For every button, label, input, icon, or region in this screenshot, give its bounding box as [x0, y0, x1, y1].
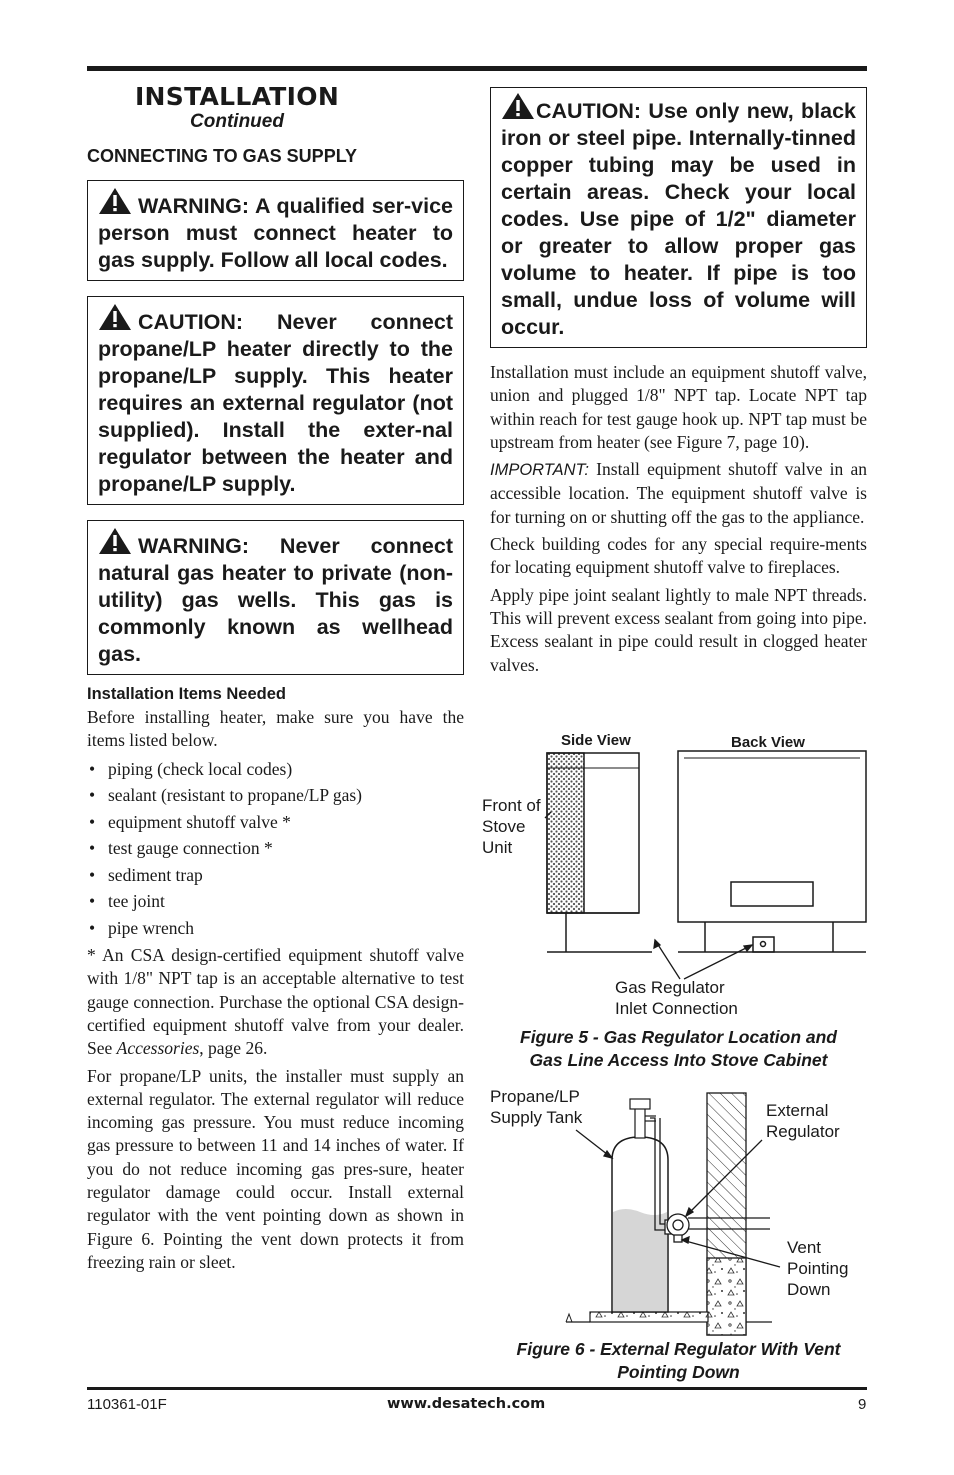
caption-line: Figure 6 - External Regulator With Vent: [516, 1339, 841, 1359]
caption-line: Figure 5 - Gas Regulator Location and: [520, 1027, 837, 1047]
external-regulator-label: [766, 1100, 840, 1142]
label-line: Supply Tank: [490, 1108, 583, 1127]
section-heading: CONNECTING TO GAS SUPPLY: [87, 146, 358, 166]
warning-text: WARNING: A qualified ser-vice person must connect heater to gas supply. Follow all local codes.: [98, 194, 453, 272]
front-of-stove-label: [482, 795, 541, 858]
list-item: • tee joint: [87, 888, 464, 915]
installation-paragraph: Installation must include an equipment shutoff valve, union and plugged 1/8" NPT tap. Locate NPT tap within reach for test gauge hook up. NPT tap must be upstream from heater (see Figure 7, page 10).: [490, 362, 867, 452]
important-text: Install equipment shutoff valve in an accessible location. The equipment shutoff valve is for turning on or shutting off the gas to the appliance.: [490, 459, 867, 527]
label-line: Down: [787, 1280, 831, 1299]
document-number: 110361-01F: [87, 1396, 167, 1413]
gas-regulator-inlet-label: [615, 977, 738, 1019]
label-line: Front of: [482, 796, 541, 815]
foundation-section: [707, 1258, 746, 1335]
list-item: • sealant (resistant to propane/LP gas): [87, 782, 464, 809]
caption-line: Pointing Down: [617, 1362, 740, 1382]
page-number: 9: [858, 1396, 867, 1413]
label-line: Vent: [787, 1238, 822, 1257]
label-line: Gas Regulator: [615, 978, 725, 997]
important-label: IMPORTANT:: [490, 461, 589, 480]
footnote-text: * An CSA design-certified equipment shutoff valve with 1/8" NPT tap is an acceptable alternative to test gauge connection. Purchase the optional CSA design-certified equipment shutoff valve from your dealer. See: [87, 945, 464, 1059]
label-line: Stove: [482, 817, 526, 836]
page-title: INSTALLATION: [134, 82, 340, 111]
list-item: • test gauge connection *: [87, 835, 464, 862]
label-line: Pointing: [787, 1259, 849, 1278]
label-line: Regulator: [766, 1122, 840, 1141]
page-subtitle: Continued: [190, 111, 284, 132]
sealant-paragraph: Apply pipe joint sealant lightly to male NPT threads. This will prevent excess sealant from going into pipe. Excess sealant in pipe could result in clogged heater valves.: [490, 584, 867, 675]
label-line: Unit: [482, 838, 513, 857]
label-line: External: [766, 1101, 829, 1120]
figure-5-caption: [490, 1026, 867, 1072]
website-link[interactable]: www.desatech.com: [387, 1396, 546, 1412]
caption-line: Gas Line Access Into Stove Cabinet: [529, 1050, 828, 1070]
side-view-label: Side View: [561, 732, 631, 749]
list-item: • piping (check local codes): [87, 756, 464, 783]
propane-tank-label: [490, 1086, 582, 1128]
back-view-drawing: [678, 751, 866, 952]
figure-6-leader-lines: [576, 1130, 780, 1267]
footnote-emphasis: Accessories: [116, 1038, 200, 1059]
warning-text: WARNING: Never connect natural gas heater to private (non-utility) gas wells. This gas is commonly known as wellhead gas.: [98, 534, 453, 666]
label-line: Inlet Connection: [615, 999, 738, 1018]
vent-pointing-down-label: [787, 1237, 848, 1300]
building-codes-paragraph: Check building codes for any special require-ments for locating equipment shutoff valve to fireplaces.: [490, 534, 867, 578]
propane-paragraph: For propane/LP units, the installer must supply an external regulator. The external regulator will reduce incoming gas pressure. You must reduce incoming gas pressure to between 11 and 14 inches of water. If you do not reduce incoming gas pres-sure, heater regulator damage could occur. Install external regulator with the vent pointing down as shown in Figure 6. Pointing the vent down protects it from freezing rain or sleet.: [87, 1065, 464, 1272]
figure-6-diagram: [566, 1093, 780, 1335]
figure-6-caption: [490, 1338, 867, 1384]
list-item: • pipe wrench: [87, 915, 464, 942]
back-view-label: Back View: [731, 734, 805, 751]
items-needed-heading: Installation Items Needed: [87, 685, 286, 703]
list-item: • sediment trap: [87, 862, 464, 889]
bottom-rule: [87, 1387, 867, 1390]
side-view-drawing: [547, 753, 652, 952]
caution-text: CAUTION: Never connect propane/LP heater directly to the propane/LP supply. This heater requires an external regulator (not supplied). Install the exter-nal regulator between the heater and propane/LP supply.: [98, 310, 453, 496]
label-line: Propane/LP: [490, 1087, 580, 1106]
items-needed-intro: Before installing heater, make sure you have the items listed below.: [87, 707, 464, 751]
caution-text: CAUTION: Use only new, black iron or steel pipe. Internally-tinned copper tubing may be used in certain areas. Check your local codes. Use pipe of 1/2" diameter or greater to allow proper gas volume to heater. If pipe is too small, undue loss of volume will occur.: [501, 99, 856, 339]
footnote-text-end: , page 26.: [199, 1038, 268, 1059]
list-item: • equipment shutoff valve *: [87, 809, 464, 836]
